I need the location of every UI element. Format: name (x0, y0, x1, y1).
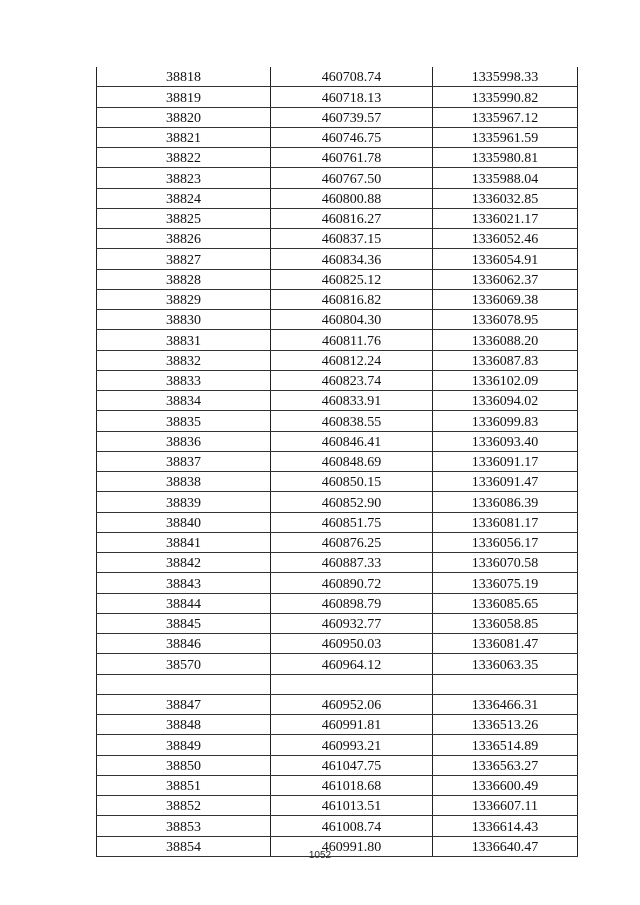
y-coordinate-cell: 1335967.12 (433, 107, 578, 127)
point-id-cell: 38829 (97, 289, 271, 309)
table-row (97, 775, 578, 795)
point-id-cell: 38838 (97, 472, 271, 492)
x-coordinate-cell (271, 674, 433, 694)
table-row (97, 816, 578, 836)
x-coordinate-cell: 460823.74 (271, 370, 433, 390)
y-coordinate-cell: 1336058.85 (433, 613, 578, 633)
x-coordinate-cell: 460952.06 (271, 694, 433, 714)
x-coordinate-cell: 460890.72 (271, 573, 433, 593)
table-row (97, 573, 578, 593)
y-coordinate-cell: 1336081.47 (433, 634, 578, 654)
y-coordinate-cell: 1335990.82 (433, 87, 578, 107)
x-coordinate-cell: 460932.77 (271, 613, 433, 633)
x-coordinate-cell: 460816.27 (271, 208, 433, 228)
point-id-cell: 38822 (97, 148, 271, 168)
table-row (97, 431, 578, 451)
x-coordinate-cell: 461013.51 (271, 796, 433, 816)
x-coordinate-cell: 460848.69 (271, 451, 433, 471)
point-id-cell: 38827 (97, 249, 271, 269)
y-coordinate-cell (433, 674, 578, 694)
x-coordinate-cell: 460833.91 (271, 391, 433, 411)
x-coordinate-cell: 461018.68 (271, 775, 433, 795)
point-id-cell: 38835 (97, 411, 271, 431)
x-coordinate-cell: 460804.30 (271, 310, 433, 330)
y-coordinate-cell: 1336075.19 (433, 573, 578, 593)
y-coordinate-cell: 1336563.27 (433, 755, 578, 775)
point-id-cell: 38853 (97, 816, 271, 836)
y-coordinate-cell: 1336021.17 (433, 208, 578, 228)
point-id-cell: 38854 (97, 836, 271, 856)
x-coordinate-cell: 460825.12 (271, 269, 433, 289)
y-coordinate-cell: 1335961.59 (433, 127, 578, 147)
x-coordinate-cell: 460739.57 (271, 107, 433, 127)
y-coordinate-cell: 1335988.04 (433, 168, 578, 188)
x-coordinate-cell: 460964.12 (271, 654, 433, 674)
y-coordinate-cell: 1336102.09 (433, 370, 578, 390)
table-row (97, 391, 578, 411)
page-number: 1052 (308, 850, 332, 861)
table-row (97, 634, 578, 654)
y-coordinate-cell: 1336600.49 (433, 775, 578, 795)
x-coordinate-cell: 460812.24 (271, 350, 433, 370)
point-id-cell: 38842 (97, 553, 271, 573)
point-id-cell: 38830 (97, 310, 271, 330)
table-row (97, 755, 578, 775)
table-row (97, 553, 578, 573)
point-id-cell: 38837 (97, 451, 271, 471)
x-coordinate-cell: 460816.82 (271, 289, 433, 309)
y-coordinate-cell: 1336063.35 (433, 654, 578, 674)
table-row (97, 674, 578, 694)
y-coordinate-cell: 1336086.39 (433, 492, 578, 512)
table-row (97, 532, 578, 552)
point-id-cell: 38832 (97, 350, 271, 370)
y-coordinate-cell: 1336614.43 (433, 816, 578, 836)
y-coordinate-cell: 1336099.83 (433, 411, 578, 431)
point-id-cell: 38818 (97, 67, 271, 87)
y-coordinate-cell: 1336091.47 (433, 472, 578, 492)
point-id-cell: 38852 (97, 796, 271, 816)
table-row (97, 330, 578, 350)
point-id-cell: 38828 (97, 269, 271, 289)
table-row (97, 87, 578, 107)
x-coordinate-cell: 460991.80 (271, 836, 433, 856)
table-row (97, 411, 578, 431)
y-coordinate-cell: 1336069.38 (433, 289, 578, 309)
x-coordinate-cell: 460846.41 (271, 431, 433, 451)
point-id-cell: 38841 (97, 532, 271, 552)
table-row (97, 796, 578, 816)
table-row (97, 229, 578, 249)
point-id-cell: 38847 (97, 694, 271, 714)
table-row (97, 208, 578, 228)
x-coordinate-cell: 460718.13 (271, 87, 433, 107)
x-coordinate-cell: 460708.74 (271, 67, 433, 87)
x-coordinate-cell: 460834.36 (271, 249, 433, 269)
y-coordinate-cell: 1336087.83 (433, 350, 578, 370)
point-id-cell: 38850 (97, 755, 271, 775)
table-row (97, 451, 578, 471)
point-id-cell: 38826 (97, 229, 271, 249)
x-coordinate-cell: 460852.90 (271, 492, 433, 512)
point-id-cell: 38820 (97, 107, 271, 127)
y-coordinate-cell: 1336514.89 (433, 735, 578, 755)
y-coordinate-cell: 1336054.91 (433, 249, 578, 269)
table-row (97, 168, 578, 188)
table-row (97, 310, 578, 330)
point-id-cell: 38819 (97, 87, 271, 107)
y-coordinate-cell: 1336032.85 (433, 188, 578, 208)
x-coordinate-cell: 460851.75 (271, 512, 433, 532)
x-coordinate-cell: 460850.15 (271, 472, 433, 492)
table-row (97, 694, 578, 714)
y-coordinate-cell: 1335980.81 (433, 148, 578, 168)
y-coordinate-cell: 1336085.65 (433, 593, 578, 613)
y-coordinate-cell: 1336062.37 (433, 269, 578, 289)
table-row (97, 654, 578, 674)
point-id-cell: 38823 (97, 168, 271, 188)
y-coordinate-cell: 1336513.26 (433, 715, 578, 735)
table-row (97, 107, 578, 127)
x-coordinate-cell: 460887.33 (271, 553, 433, 573)
x-coordinate-cell: 460991.81 (271, 715, 433, 735)
x-coordinate-cell: 460838.55 (271, 411, 433, 431)
x-coordinate-cell: 460950.03 (271, 634, 433, 654)
y-coordinate-cell: 1336640.47 (433, 836, 578, 856)
point-id-cell: 38848 (97, 715, 271, 735)
table-row (97, 512, 578, 532)
x-coordinate-cell: 460993.21 (271, 735, 433, 755)
table-row (97, 370, 578, 390)
table-row (97, 613, 578, 633)
point-id-cell: 38831 (97, 330, 271, 350)
point-id-cell: 38840 (97, 512, 271, 532)
x-coordinate-cell: 460898.79 (271, 593, 433, 613)
coordinates-table-body (97, 67, 578, 856)
x-coordinate-cell: 460761.78 (271, 148, 433, 168)
y-coordinate-cell: 1336091.17 (433, 451, 578, 471)
y-coordinate-cell: 1336088.20 (433, 330, 578, 350)
y-coordinate-cell: 1336093.40 (433, 431, 578, 451)
table-row (97, 472, 578, 492)
table-row (97, 148, 578, 168)
point-id-cell: 38849 (97, 735, 271, 755)
table-row (97, 593, 578, 613)
x-coordinate-cell: 460811.76 (271, 330, 433, 350)
table-row (97, 188, 578, 208)
x-coordinate-cell: 460837.15 (271, 229, 433, 249)
point-id-cell: 38836 (97, 431, 271, 451)
point-id-cell: 38839 (97, 492, 271, 512)
point-id-cell: 38825 (97, 208, 271, 228)
x-coordinate-cell: 461008.74 (271, 816, 433, 836)
point-id-cell: 38844 (97, 593, 271, 613)
y-coordinate-cell: 1336070.58 (433, 553, 578, 573)
y-coordinate-cell: 1336081.17 (433, 512, 578, 532)
point-id-cell: 38821 (97, 127, 271, 147)
y-coordinate-cell: 1336056.17 (433, 532, 578, 552)
point-id-cell: 38570 (97, 654, 271, 674)
point-id-cell: 38834 (97, 391, 271, 411)
table-row (97, 127, 578, 147)
point-id-cell (97, 674, 271, 694)
x-coordinate-cell: 460746.75 (271, 127, 433, 147)
point-id-cell: 38824 (97, 188, 271, 208)
point-id-cell: 38833 (97, 370, 271, 390)
x-coordinate-cell: 460767.50 (271, 168, 433, 188)
table-row (97, 735, 578, 755)
table-row (97, 492, 578, 512)
y-coordinate-cell: 1336094.02 (433, 391, 578, 411)
coordinates-table (96, 67, 578, 857)
table-row (97, 715, 578, 735)
y-coordinate-cell: 1336466.31 (433, 694, 578, 714)
y-coordinate-cell: 1336052.46 (433, 229, 578, 249)
table-row (97, 67, 578, 87)
x-coordinate-cell: 461047.75 (271, 755, 433, 775)
point-id-cell: 38851 (97, 775, 271, 795)
y-coordinate-cell: 1335998.33 (433, 67, 578, 87)
table-row (97, 289, 578, 309)
y-coordinate-cell: 1336607.11 (433, 796, 578, 816)
table-row (97, 249, 578, 269)
y-coordinate-cell: 1336078.95 (433, 310, 578, 330)
x-coordinate-cell: 460876.25 (271, 532, 433, 552)
point-id-cell: 38843 (97, 573, 271, 593)
x-coordinate-cell: 460800.88 (271, 188, 433, 208)
point-id-cell: 38846 (97, 634, 271, 654)
table-row (97, 269, 578, 289)
point-id-cell: 38845 (97, 613, 271, 633)
table-row (97, 350, 578, 370)
